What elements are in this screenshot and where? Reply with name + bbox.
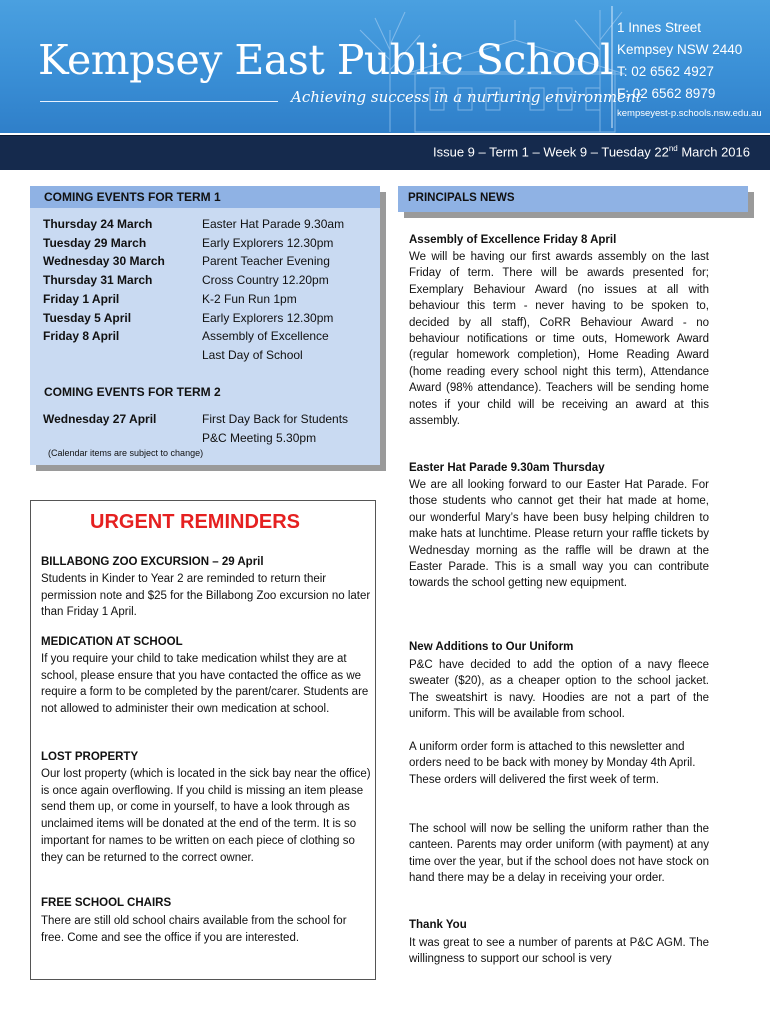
- event-day: Thursday 24 March: [43, 217, 153, 231]
- event-day: Friday 8 April: [43, 329, 120, 344]
- header-divider: [40, 101, 278, 102]
- event-name: Easter Hat Parade 9.30am: [202, 217, 345, 231]
- reminder-body: There are still old school chairs available from the school for free. Come and see the office if you are interested.: [41, 915, 347, 944]
- reminder-body: Students in Kinder to Year 2 are reminded to return their permission note and $25 for the Billabong Zoo excursion no later than Friday 1 April.: [41, 573, 371, 619]
- event-name: Early Explorers 12.30pm: [202, 235, 334, 250]
- event-day: Wednesday 30 March: [43, 254, 165, 269]
- event-name: Cross Country 12.20pm: [202, 273, 329, 288]
- news-body: We are all looking forward to our Easter Hat Parade. For those students who cannot get their hat made at home, our wonderful Mary’s have been busy helping children to make hats at lunchtime. Please return your raffle tickets by Wednesday morning as the raffle will be drawn at the Easter Parade. This is a small way you can contribute towards the school getting new equipment.: [409, 479, 709, 590]
- phone-number: T: 02 6562 4927: [617, 64, 714, 79]
- reminder-heading: BILLABONG ZOO EXCURSION – 29 April: [41, 556, 264, 568]
- reminder-body: If you require your child to take medication whilst they are at school, please ensure that you have contacted the office as we require a form to be completed by the parent/carer. Students are not allowed to administer their own medication at school.: [41, 653, 369, 716]
- issue-text: Issue 9 – Term 1 – Week 9 – Tuesday 22: [433, 144, 669, 160]
- event-name: Last Day of School: [202, 347, 303, 362]
- address-line-2: Kempsey NSW 2440: [617, 42, 743, 57]
- issue-date-suffix: nd: [668, 144, 678, 153]
- news-heading: Assembly of Excellence Friday 8 April: [409, 234, 617, 246]
- news-body: The school will now be selling the uniform rather than the canteen. Parents may order uniform (with payment) at any time over the year, but if the school does not have stock on hand there may be a delay in receiving your order.: [409, 823, 709, 885]
- issue-line: [433, 144, 750, 159]
- contact-details: [617, 17, 762, 123]
- event-day: Wednesday 27 April: [43, 412, 157, 426]
- news-heading: Easter Hat Parade 9.30am Thursday: [409, 462, 605, 474]
- reminder-heading: FREE SCHOOL CHAIRS: [41, 897, 172, 909]
- reminder-heading: MEDICATION AT SCHOOL: [41, 636, 183, 648]
- news-body: It was great to see a number of parents at P&C AGM. The willingness to support our school is very: [409, 937, 709, 966]
- event-name: First Day Back for Students: [202, 412, 349, 426]
- event-day: Tuesday 29 March: [43, 235, 147, 250]
- event-day: Tuesday 5 April: [43, 310, 132, 325]
- news-heading: New Additions to Our Uniform: [409, 641, 574, 653]
- event-day: Thursday 31 March: [43, 273, 153, 288]
- calendar-note: (Calendar items are subject to change): [48, 448, 204, 458]
- term1-heading: COMING EVENTS FOR TERM 1: [44, 190, 221, 204]
- school-motto: Achieving success in a nurturing environment: [291, 88, 642, 106]
- principals-news-title: PRINCIPALS NEWS: [408, 192, 515, 204]
- issue-month-year: March 2016: [677, 144, 750, 160]
- urgent-reminders-title: URGENT REMINDERS: [90, 511, 301, 533]
- event-name: Parent Teacher Evening: [202, 254, 330, 269]
- reminder-heading: LOST PROPERTY: [41, 751, 139, 763]
- news-body: A uniform order form is attached to this newsletter and orders need to be back with money by Monday 4th April. These orders will delivered the first week of term.: [409, 741, 696, 786]
- masthead: [0, 0, 770, 133]
- term2-heading: COMING EVENTS FOR TERM 2: [44, 385, 221, 399]
- reminder-body: Our lost property (which is located in the sick bay near the office) is once again overflowing. If you child is missing an item please send them up, or come in yourself, to have a look through as unclaimed items will be donated at the end of the term. It is so important for names to be written on each piece of clothing so they can be returned to the correct owner.: [41, 768, 371, 864]
- news-body: P&C have decided to add the option of a navy fleece sweater ($20), as a cheaper option to the school jacket. The sweatshirt is navy. Hoodies are not a part of the uniform. This will be available from school.: [409, 659, 709, 721]
- school-name: Kempsey East Public School: [38, 36, 613, 84]
- event-name: Early Explorers 12.30pm: [202, 310, 334, 325]
- address-line-1: 1 Innes Street: [617, 20, 702, 35]
- event-name: P&C Meeting 5.30pm: [202, 431, 317, 445]
- email-address: kempseyest-p.schools.nsw.edu.au: [617, 108, 762, 119]
- event-day: Friday 1 April: [43, 291, 120, 306]
- news-heading: Thank You: [409, 919, 467, 931]
- news-body: We will be having our first awards assembly on the last Friday of term. There will be awards presented for; Exemplary Behaviour Award (no issues at all with behaviour this term - never having to be spoken to, decided by all staff), CoRR Behaviour Award - no behaviour notifications or time outs, Homework Award (regular homework completion), Home Reading Award (home reading every school night this term), Attendance Award (98% attendance). Teachers will be sending home notes if your child will be receiving an award at this assembly.: [409, 251, 709, 428]
- event-name: K-2 Fun Run 1pm: [202, 291, 297, 306]
- fax-number: F: 02 6562 8979: [617, 86, 716, 101]
- event-name: Assembly of Excellence: [202, 329, 329, 344]
